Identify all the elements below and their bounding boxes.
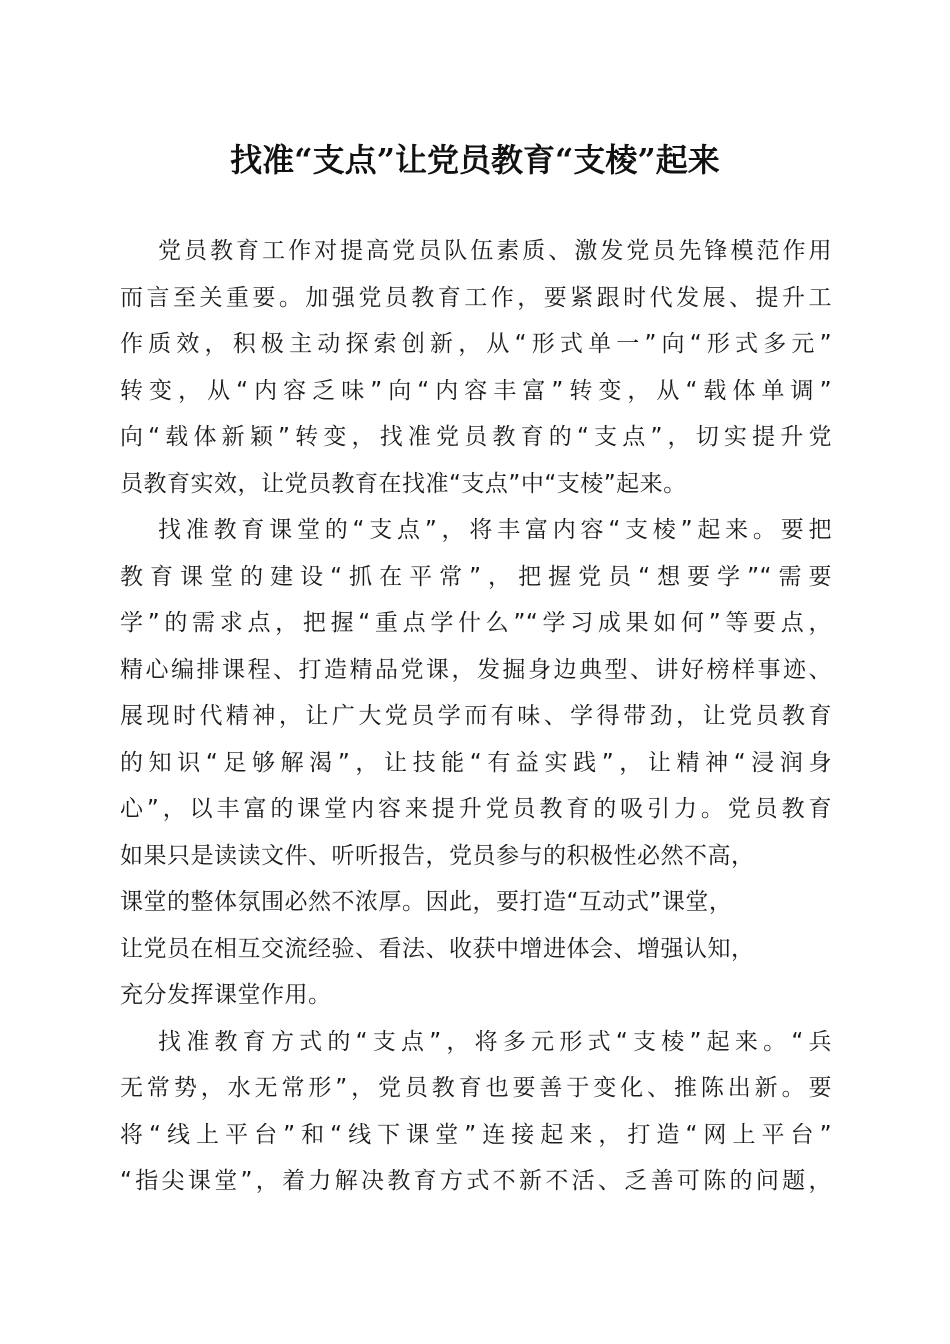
document-body bbox=[120, 228, 832, 1205]
paragraph-line: 向“载体新颖”转变，找准党员教育的“支点”，切实提升党 bbox=[120, 424, 832, 450]
paragraph-line: 心”，以丰富的课堂内容来提升党员教育的吸引力。党员教育 bbox=[120, 796, 832, 822]
paragraph-1 bbox=[120, 228, 832, 507]
paragraph-line: 课堂的整体氛围必然不浓厚。因此，要打造“互动式”课堂， bbox=[120, 889, 733, 915]
paragraph-line: 如果只是读读文件、听听报告，党员参与的积极性必然不高， bbox=[120, 842, 755, 869]
paragraph-3 bbox=[120, 1019, 832, 1205]
paragraph-line: 转变，从“内容乏味”向“内容丰富”转变，从“载体单调” bbox=[120, 377, 832, 404]
paragraph-line: “指尖课堂”，着力解决教育方式不新不活、乏善可陈的问题， bbox=[120, 1168, 832, 1194]
document-title: 找准“支点”让党员教育“支棱”起来 bbox=[230, 141, 720, 179]
paragraph-line: 的知识“足够解渴”，让技能“有益实践”，让精神“浸润身 bbox=[120, 749, 832, 776]
paragraph-line: 员教育实效，让党员教育在找准“支点”中“支棱”起来。 bbox=[120, 470, 687, 497]
paragraph-line: 党员教育工作对提高党员队伍素质、激发党员先锋模范作用 bbox=[158, 238, 832, 264]
paragraph-line: 将“线上平台”和“线下课堂”连接起来，打造“网上平台” bbox=[120, 1121, 832, 1148]
paragraph-line: 充分发挥课堂作用。 bbox=[120, 982, 332, 1008]
paragraph-line: 无常势，水无常形”，党员教育也要善于变化、推陈出新。要 bbox=[120, 1075, 832, 1101]
paragraph-line: 展现时代精神，让广大党员学而有味、学得带劲，让党员教育 bbox=[120, 703, 832, 729]
paragraph-line: 找准教育课堂的“支点”，将丰富内容“支棱”起来。要把 bbox=[158, 517, 832, 543]
paragraph-line: 精心编排课程、打造精品党课，发掘身边典型、讲好榜样事迹、 bbox=[120, 656, 832, 683]
paragraph-line: 作质效，积极主动探索创新，从“形式单一”向“形式多元” bbox=[120, 331, 832, 357]
paragraph-line: 教育课堂的建设“抓在平常”，把握党员“想要学”“需要 bbox=[120, 563, 832, 590]
paragraph-line: 学”的需求点，把握“重点学什么”“学习成果如何”等要点， bbox=[120, 610, 832, 636]
paragraph-line: 让党员在相互交流经验、看法、收获中增进体会、增强认知， bbox=[120, 935, 755, 962]
paragraph-2 bbox=[120, 507, 832, 1019]
paragraph-line: 找准教育方式的“支点”，将多元形式“支棱”起来。“兵 bbox=[158, 1028, 832, 1055]
paragraph-line: 而言至关重要。加强党员教育工作，要紧跟时代发展、提升工 bbox=[120, 284, 832, 311]
